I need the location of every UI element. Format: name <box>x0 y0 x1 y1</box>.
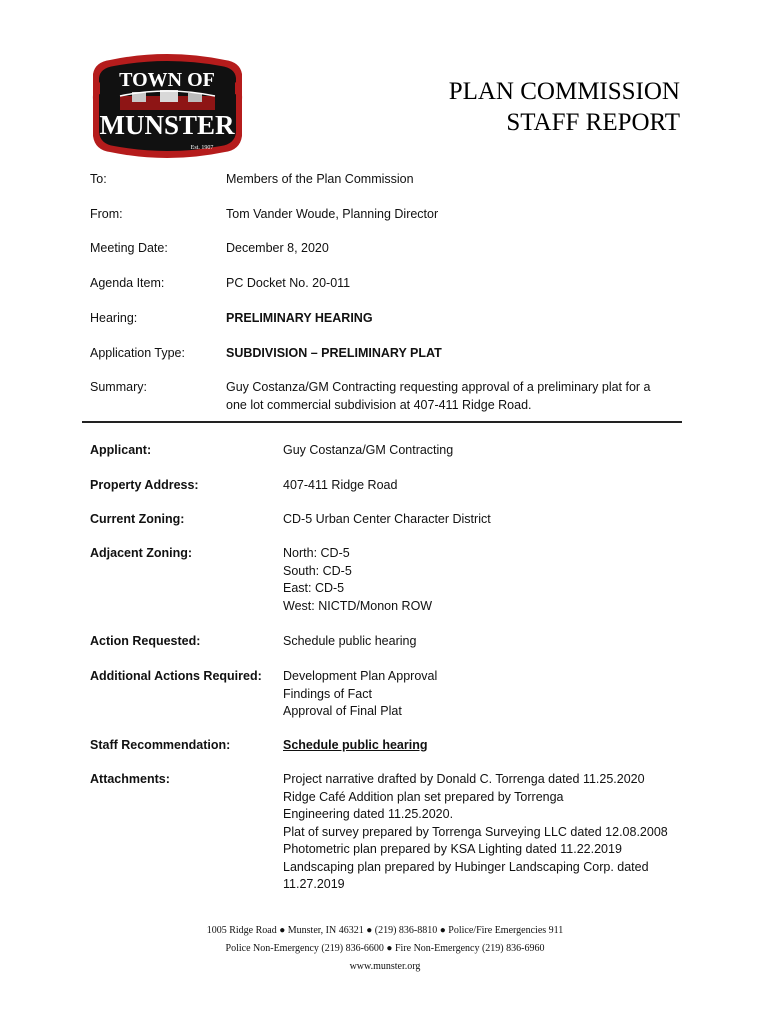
summary-value <box>226 379 651 414</box>
attachment-line: Ridge Café Addition plan set prepared by Torrenga <box>283 789 564 804</box>
additional-actions-value <box>283 668 437 721</box>
applicant-value: Guy Costanza/GM Contracting <box>283 443 454 457</box>
adjacent-zoning-line: West: NICTD/Monon ROW <box>283 598 433 613</box>
action-requested-label: Action Requested: <box>90 634 201 648</box>
property-address-label: Property Address: <box>90 478 199 492</box>
additional-actions-line: Development Plan Approval <box>283 669 438 683</box>
meeting-date-value: December 8, 2020 <box>226 241 329 255</box>
attachment-line: Photometric plan prepared by KSA Lighting dated 11.22.2019 <box>283 842 622 856</box>
current-zoning-label: Current Zoning: <box>90 512 185 526</box>
action-requested-value: Schedule public hearing <box>283 634 417 648</box>
attachment-line: Plat of survey prepared by Torrenga Surveying LLC dated 12.08.2008 <box>283 824 668 839</box>
svg-text:TOWN OF: TOWN OF <box>119 69 215 91</box>
report-title <box>449 76 680 138</box>
adjacent-zoning-value <box>283 545 432 615</box>
hearing-value: PRELIMINARY HEARING <box>226 311 373 325</box>
current-zoning-value: CD-5 Urban Center Character District <box>283 512 491 526</box>
town-of-munster-logo <box>90 52 245 160</box>
application-type-value: SUBDIVISION – PRELIMINARY PLAT <box>226 346 442 360</box>
summary-line: Guy Costanza/GM Contracting requesting approval of a preliminary plat for a <box>226 380 651 394</box>
meeting-date-label: Meeting Date: <box>90 241 168 255</box>
staff-recommendation-value: Schedule public hearing <box>283 738 428 752</box>
adjacent-zoning-line: East: CD-5 <box>283 581 345 595</box>
attachment-line: Engineering dated 11.25.2020. <box>283 807 454 821</box>
svg-text:Est. 1907: Est. 1907 <box>190 145 214 151</box>
attachments-list <box>283 771 668 894</box>
footer-website: www.munster.org <box>349 961 421 972</box>
svg-text:MUNSTER: MUNSTER <box>99 110 235 140</box>
summary-label: Summary: <box>90 380 147 394</box>
to-value: Members of the Plan Commission <box>226 172 414 186</box>
to-label: To: <box>90 172 107 186</box>
additional-actions-line: Findings of Fact <box>283 686 372 701</box>
adjacent-zoning-label: Adjacent Zoning: <box>90 546 193 560</box>
adjacent-zoning-line: South: CD-5 <box>283 563 352 578</box>
property-address-value: 407-411 Ridge Road <box>283 478 398 492</box>
attachment-line: Project narrative drafted by Donald C. Torrenga dated 11.25.2020 <box>283 772 645 786</box>
from-value: Tom Vander Woude, Planning Director <box>226 207 439 221</box>
hearing-label: Hearing: <box>90 311 138 325</box>
additional-actions-line: Approval of Final Plat <box>283 704 402 718</box>
footer-phones: Police Non-Emergency (219) 836-6600 ● Fire Non-Emergency (219) 836-6960 <box>225 943 545 954</box>
section-divider <box>82 421 682 423</box>
staff-recommendation-label: Staff Recommendation: <box>90 738 231 752</box>
application-type-label: Application Type: <box>90 346 185 360</box>
attachment-line: 11.27.2019 <box>283 877 345 891</box>
report-title-line1: PLAN COMMISSION <box>448 78 680 105</box>
from-label: From: <box>90 207 123 221</box>
agenda-item-value: PC Docket No. 20-011 <box>226 276 351 290</box>
attachment-line: Landscaping plan prepared by Hubinger Landscaping Corp. dated <box>283 859 649 874</box>
additional-actions-label: Additional Actions Required: <box>90 669 262 683</box>
adjacent-zoning-line: North: CD-5 <box>283 546 350 560</box>
applicant-label: Applicant: <box>90 443 152 457</box>
attachments-label: Attachments: <box>90 772 170 786</box>
report-title-line2: STAFF REPORT <box>506 109 680 136</box>
summary-line: one lot commercial subdivision at 407-411 Ridge Road. <box>226 397 532 412</box>
agenda-item-label: Agenda Item: <box>90 276 165 290</box>
footer-address: 1005 Ridge Road ● Munster, IN 46321 ● (219) 836-8810 ● Police/Fire Emergencies 911 <box>206 925 564 936</box>
